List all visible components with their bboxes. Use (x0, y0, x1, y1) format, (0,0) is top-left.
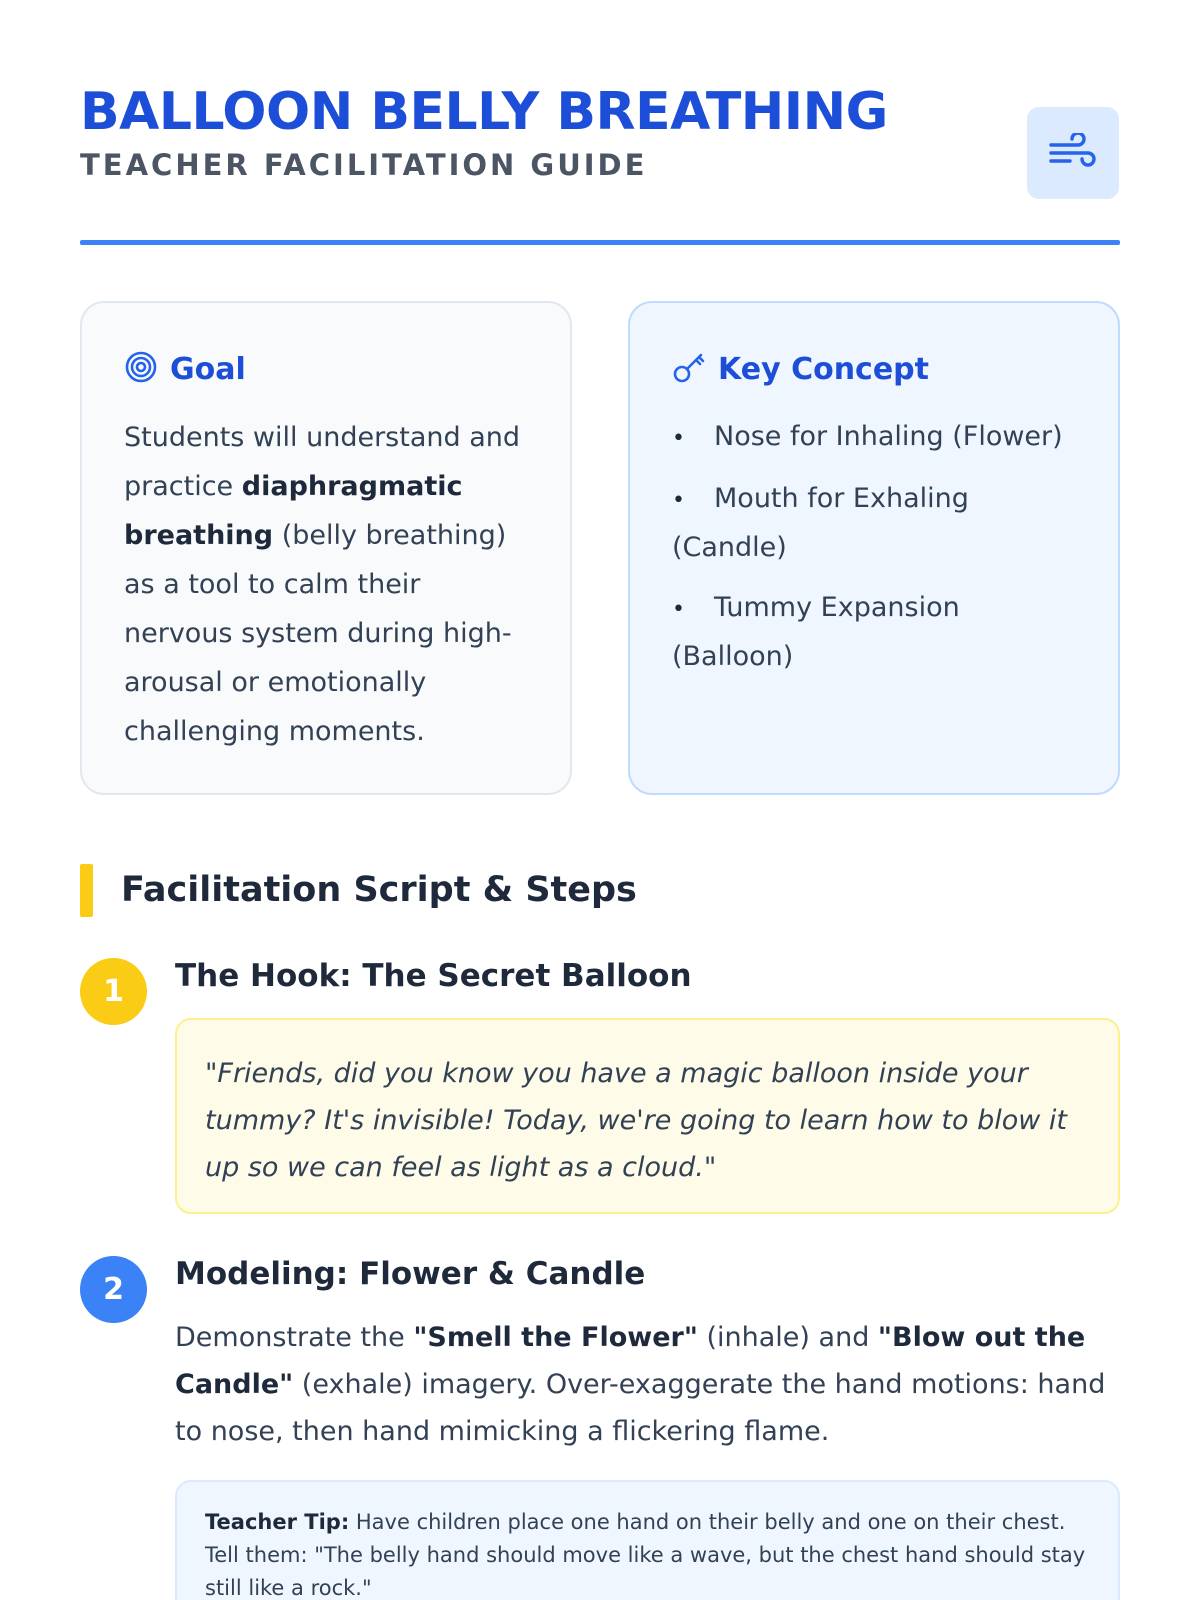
step-title: The Hook: The Secret Balloon (175, 958, 692, 994)
goal-description (124, 413, 528, 756)
key-concept-card (628, 301, 1120, 795)
page-header (80, 82, 1120, 182)
page-subtitle: TEACHER FACILITATION GUIDE (80, 148, 648, 182)
list-item-text: Nose for Inhaling (Flower) (714, 421, 1063, 452)
page-title: BALLOON BELLY BREATHING (80, 82, 888, 142)
key-icon (672, 350, 706, 388)
key-concept-header (672, 347, 1076, 391)
goal-text-end: (belly breathing) as a tool to calm their nervous system during high-arousal or emotionally challenging moments. (124, 520, 512, 747)
teacher-tip-box (175, 1480, 1120, 1600)
list-item (672, 584, 1076, 680)
bullet-icon: • (672, 426, 685, 451)
step-number-badge: 2 (80, 1256, 147, 1323)
list-item (672, 413, 1076, 462)
teacher-tip (205, 1506, 1090, 1600)
step-text: Demonstrate the (175, 1322, 414, 1353)
script-quote: "Friends, did you know you have a magic balloon inside your tummy? It's invisible! Today, we're going to learn how to blow it up so we can feel as light as a cloud." (205, 1058, 1067, 1183)
list-item (672, 475, 1076, 571)
teacher-tip-text: Have children place one hand on their belly and one on their chest. Tell them: "The belly hand should move like a wave, but the chest hand should stay still like a rock." (205, 1510, 1086, 1600)
step-text-bold: "Blow out the Candle" (175, 1322, 1086, 1400)
section-title: Facilitation Script & Steps (121, 870, 637, 910)
step-description (175, 1314, 1120, 1455)
goal-text-start: Students will understand and practice (124, 422, 521, 502)
list-item-text: Mouth for Exhaling (Candle) (672, 483, 969, 563)
teacher-tip-label: Teacher Tip: (205, 1510, 350, 1534)
step-text-bold: "Smell the Flower" (413, 1322, 698, 1353)
goal-card-header (124, 347, 528, 391)
goal-text-bold: diaphragmatic breathing (124, 471, 463, 551)
step-text: (exhale) imagery. Over-exaggerate the hand motions: hand to nose, then hand mimicking a flickering flame. (175, 1369, 1106, 1447)
list-item-text: Tummy Expansion (Balloon) (672, 592, 960, 672)
target-icon (124, 350, 158, 388)
section-accent-bar (80, 864, 93, 917)
goal-heading: Goal (170, 351, 246, 387)
step-number-badge: 1 (80, 958, 147, 1025)
key-concept-heading: Key Concept (718, 351, 929, 387)
key-concept-list (672, 413, 1076, 680)
script-quote-box (175, 1018, 1120, 1214)
bullet-icon: • (672, 597, 685, 622)
step-title: Modeling: Flower & Candle (175, 1256, 646, 1292)
header-divider (80, 240, 1120, 245)
step-text: (inhale) and (697, 1322, 878, 1353)
bullet-icon: • (672, 488, 685, 513)
goal-card (80, 301, 572, 795)
wind-icon (1027, 107, 1119, 199)
